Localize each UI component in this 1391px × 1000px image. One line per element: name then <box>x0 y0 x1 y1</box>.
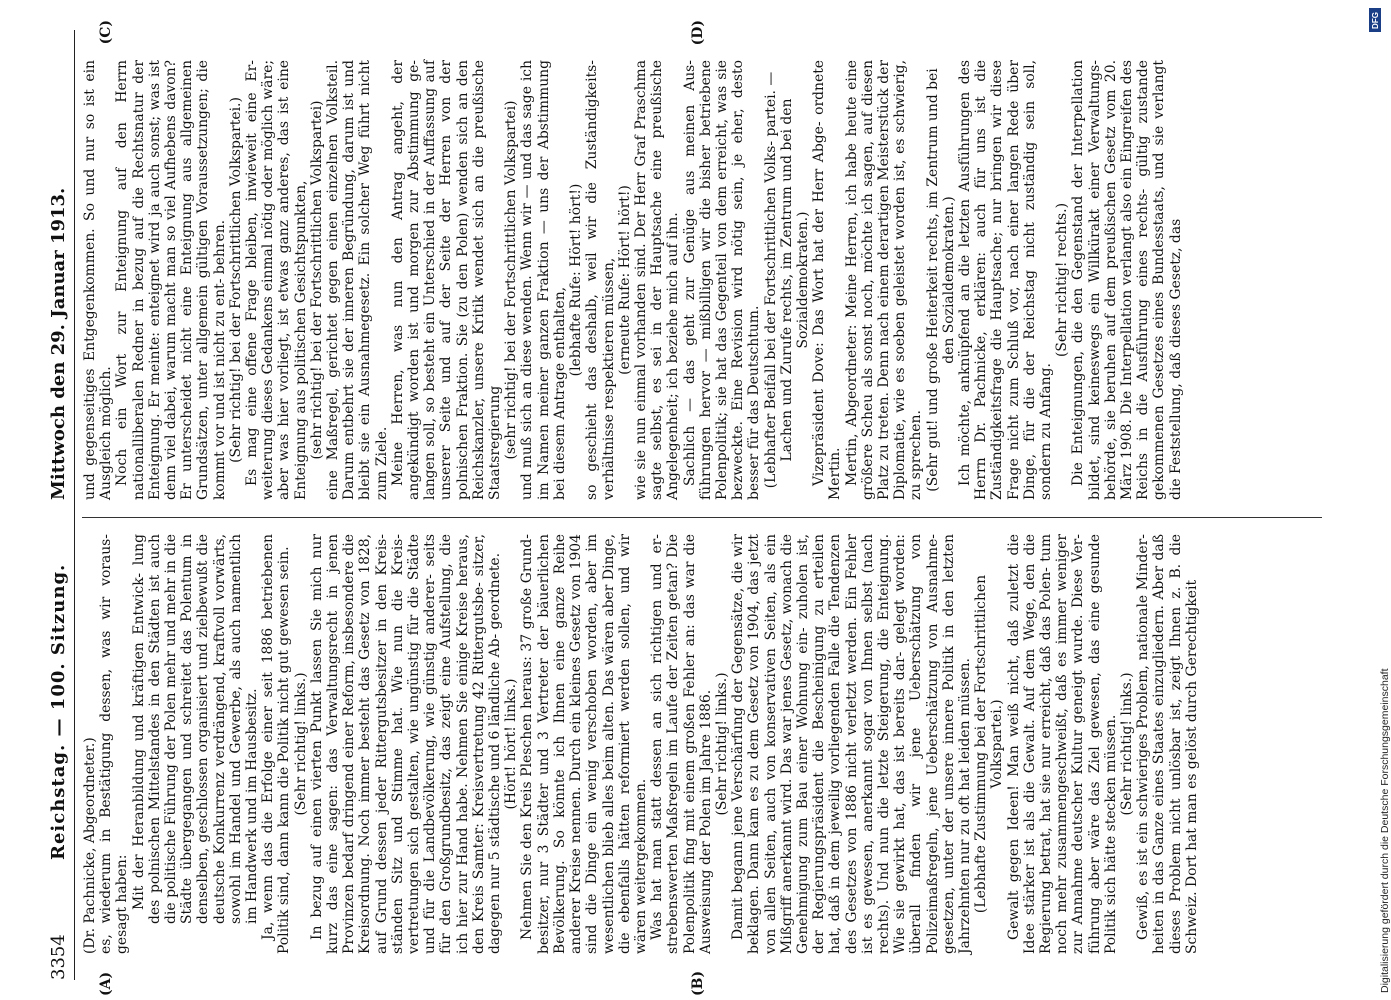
margin-mark-c: (C) <box>98 20 114 45</box>
paragraph: eine Maßregel, gerichtet gegen einen einzelnen Volksteil. Darum entbehrt sie der inneren Begründung, darum ist und bleibt sie ein Ausnahmegesetz. Ein solcher Weg führt nicht zum Ziele. <box>325 60 390 500</box>
paragraph: Was hat man statt dessen an sich richtigen und er- strebenswerten Maßregeln im Laufe der Zeiten getan? Die Polenpolitik fing mit einem großen Fehler an: das war die Ausweisung der Polen im Jahre 1886. <box>649 534 714 954</box>
interjection: (Sehr richtig! rechts.) <box>1054 203 1071 358</box>
paragraph: Ich möchte, anknüpfend an die letzten Ausführungen des Herrn Dr. Pachnicke, erklären: auch für uns ist die Zuständigkeitsfrage die Hauptsache; nur bringen wir diese Frage nicht zum Schluß vor, nach einer langen Rede über Dinge, für die der Reichstag nicht zuständig sein soll, sondern zu Anfang. <box>956 60 1054 500</box>
interjection: (erneute Rufe: Hört! hört!) <box>616 185 633 375</box>
quotation: Mit der Heranbildung und kräftigen Entwick- lung des polnischen Mittelstandes in den Städten ist auch die politische Führung der Polen mehr und mehr in die Städte übergegangen und schreitet das Polentum in denselben, geschlossen organisiert und zielbewußt die deutsche Konkurrenz verdrängend, kraftvoll vorwärts, sowohl im Handel und Gewerbe, als auch namentlich im Handwerk und im Hausbesitz. <box>130 534 261 924</box>
paragraph: Die Enteignungen, die den Gegenstand der Interpellation bildet, sind keineswegs ein Willkürakt einer Verwaltungs- behörde, sie beruhen auf dem preußischen Gesetz vom 20. März 1908. Die Interpellation verlangt also ein Eingreifen des Reichs in die Ausführung eines rechts- gültig zustande gekommenen Gesetzes eines Bundesstaats, und sie verlangt die Feststellung, daß dieses Gesetz, das <box>1070 60 1184 500</box>
paragraph: es, wiederum in Bestätigung dessen, was wir voraus- gesagt haben: <box>98 534 131 954</box>
paragraph: Nehmen Sie den Kreis Pleschen heraus: 37 große Grund- besitzer, nur 3 Städter und 3 Vertreter der bäuerlichen Bevölkerung. So könnte ich Ihnen eine ganze Reihe anderer Kreise nennen. Durch ein kleines Gesetz von 1904 sind die Dinge ein wenig verschoben worden, aber im wesentlichen blieb alles beim alten. Das wären aber Dinge, die ebenfalls hätten reformiert werden sollen, und wir wären weitergekommen. <box>519 534 649 954</box>
page-header <box>40 30 75 980</box>
text-column-left <box>82 534 1322 954</box>
paragraph: und gegenseitiges Entgegenkommen. So und nur so ist ein Ausgleich möglich. <box>82 60 115 500</box>
newspaper-page <box>40 20 1330 1000</box>
interjection: (Lebhafte Zustimmung bei der Fortschrittlichen Volkspartei.) <box>973 574 1006 914</box>
interjection: (sehr richtig! bei der Fortschrittlichen Volkspartei) <box>308 100 325 460</box>
interjection: (Sehr richtig! links.) <box>1119 672 1135 816</box>
credit-text: Digitalisierung gefördert durch die Deutsche Forschungsgemeinschaft <box>1379 668 1391 993</box>
interjection: (sehr richtig! bei der Fortschrittlichen Volkspartei) <box>503 100 520 460</box>
paragraph: Ja, wenn das die Erfolge einer seit 1886 betriebenen Politik sind, dann kann die Politik nicht gut gewesen sein. <box>260 534 293 954</box>
paragraph: Gewalt gegen Ideen! Man weiß nicht, daß zuletzt die Idee stärker ist als die Gewalt. Auf dem Wege, den die Regierung betrat, hat sie nur erreicht, daß das Polen- tum noch mehr zusammengeschweißt, daß es immer weniger zur Annahme deutscher Kultur geneigt wurde. Diese Ver- führung aber wäre das Ziel gewesen, das eine gesunde Politik sich hätte stecken müssen. <box>1005 534 1119 954</box>
interjection: (Sehr gut! und große Heiterkeit rechts, im Zentrum und bei den Sozialdemokraten.) <box>924 68 957 492</box>
paragraph: Es mag eine offene Frage bleiben, inwieweit eine Er- weiterung dieses Gedankens einmal nötig oder möglich wäre; aber was hier vorliegt, ist etwas ganz anderes, das ist eine Enteignung aus politischen Gesichtspunkten, <box>244 60 309 500</box>
paragraph: wie sie nun einmal vorhanden sind. Der Herr Graf Praschma sagte selbst, es sei in der Hauptsache eine preußische Angelegenheit; ich beziehe mich auf ihn. <box>632 60 682 500</box>
paragraph: Sachlich — das geht zur Genüge aus meinen Aus- führungen hervor — mißbilligen wir die bisher betriebene Polenpolitik; sie hat das Gegenteil von dem erreicht, was sie bezweckte. Eine Revision wird nötig sein, je eher, desto besser für das Deutschtum. <box>681 60 763 500</box>
interjection: (Lebhafter Beifall bei der Fortschrittlichen Volks- partei. — Lachen und Zurufe rechts, im Zentrum und bei den Sozialdemokraten.) <box>762 71 811 489</box>
paragraph: Mertin, Abgeordneter: Meine Herren, ich habe heute eine größere Scheu als sonst noch, möchte ich sagen, auf diesen Platz zu treten. Denn nach einem derartigen Meisterstück der Diplomatie, wie es soeben geleistet worden ist, es schwierig, zu sprechen. <box>843 60 925 500</box>
paragraph: Damit begann jene Verschärfung der Gegensätze, die wir beklagen. Dann kam es zu dem Gesetz von 1904, das jetzt von allen Seiten, auch von konservativen Seiten, als ein Mißgriff anerkannt wird. Das war jenes Gesetz, wonach die Genehmigung zum Bau einer Wohnung ein- zuholen ist, der Regierungspräsident die Bescheinigung zu erteilen hat, daß in dem jeweilig vorliegenden Falle die Tendenzen des Gesetzes von 1886 nicht verletzt werden. Ein Fehler ist es gewesen, anerkannt sogar von Ihnen selbst (nach rechts). Und nun die letzte Steigerung, die Enteignung. Wie sie gewirkt hat, das ist bereits dar- gelegt worden: überall finden wir jene Ueberschätzung von Polizeimaßregeln, jene Ueberschätzung von Ausnahme- gesetzen, unter der unsere innere Politik in den letzten Jahrzehnten nur zu oft hat leiden müssen. <box>730 534 973 954</box>
interjection: (Sehr richtig! links.) <box>292 672 309 816</box>
paragraph: Vizepräsident Dove: Das Wort hat der Herr Abge- ordnete Mertin. <box>811 60 844 500</box>
column-divider <box>82 517 1322 518</box>
paragraph: Meine Herren, was nun den Antrag angeht, der angekündigt worden ist und morgen zur Abstimmung ge- langen soll, so besteht ein Unterschied in der Auffassung auf unserer Seite und auf der Seite der Herren von der polnischen Fraktion. Sie (zu den Polen) wenden sich an den Reichskanzler, unsere Kritik wendet sich an die preußische Staatsregierung <box>389 60 504 500</box>
paragraph: so geschieht das deshalb, weil wir die Zuständigkeits- verhältnisse respektieren müssen, <box>584 60 617 500</box>
interjection: (lebhafte Rufe: Hört! hört!) <box>568 183 585 377</box>
margin-mark-b: (B) <box>690 970 706 996</box>
dfg-logo-text: DFG <box>1370 11 1380 29</box>
header-session: Reichstag. — 100. Sitzung. <box>48 563 69 860</box>
page-number: 3354 <box>48 934 69 980</box>
text-column-right <box>82 60 1322 500</box>
paragraph: Gewiß, es ist ein schwieriges Problem, nationale Minder- heiten in das Ganze eines Staates einzugliedern. Aber daß dieses Problem nicht unlösbar ist, zeigt Ihnen z. B. die Schweiz. Dort hat man es gelöst durch Gerechtigkeit <box>1135 534 1200 954</box>
speaker-note: (Dr. Pachnicke, Abgeordneter.) <box>82 737 98 954</box>
margin-mark-d: (D) <box>690 20 706 46</box>
header-date: Mittwoch den 29. Januar 1913. <box>48 187 69 500</box>
paragraph: In bezug auf einen vierten Punkt lassen Sie mich nur kurz das eine sagen: das Verwaltungsrecht in jenen Provinzen bedarf dringend einer Reform, insbesondere die Kreisordnung. Noch immer besteht das Gesetz von 1828, auf Grund dessen jeder Rittergutsbesitzer in den Kreis- ständen Sitz und Stimme hat. Wie nun die Kreis- vertretungen sich gestalten, wie ungünstig für die Städte und für die Landbevölkerung, wie günstig anderer- seits für den Großgrundbesitz, das zeigt eine Aufstellung, die ich hier zur Hand habe. Nehmen Sie einige Kreise heraus, den Kreis Samter: Kreisvertretung 42 Rittergutsbe- sitzer, dagegen nur 5 städtische und 6 ländliche Ab- geordnete. <box>308 534 504 954</box>
paragraph: Noch ein Wort zur Enteignung auf den Herrn nationalliberalen Redner in bezug auf die Rechtsnatur der Enteignung. Er meinte: enteignet wird ja auch sonst; was ist denn viel dabei, warum macht man so viel Aufhebens davon? Er unterscheidet nicht eine Enteignung aus allgemeinen Grundsätzen, unter allgemein gültigen Voraussetzungen; die kommt vor und ist nicht zu ent- behren. <box>114 60 228 500</box>
digitization-credit <box>1367 8 1391 998</box>
interjection: (Sehr richtig! bei der Fortschrittlichen Volkspartei.) <box>227 97 244 463</box>
paragraph: und muß sich an diese wenden. Wenn wir — und das sage ich im Namen meiner ganzen Fraktion — uns der Abstimmung bei diesem Antrage enthalten, <box>519 60 568 500</box>
margin-mark-a: (A) <box>98 971 114 996</box>
interjection: (Hört! hört! links.) <box>503 678 520 810</box>
interjection: (Sehr richtig! links.) <box>713 672 730 816</box>
